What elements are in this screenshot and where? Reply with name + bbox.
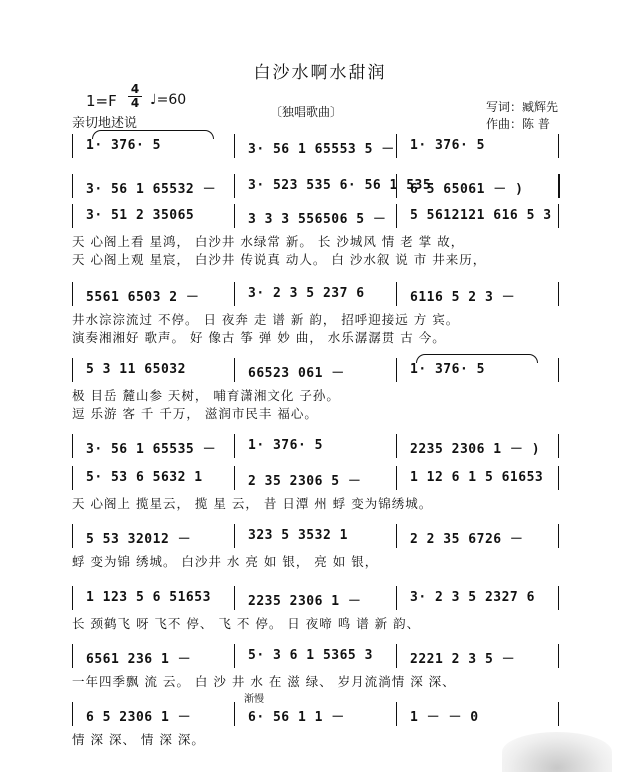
barline: [234, 174, 235, 198]
measure: 2235 2306 1 －: [248, 594, 362, 609]
key-signature: 1=F: [86, 92, 117, 110]
measure: 1 123 5 6 51653: [86, 590, 211, 605]
barline: [72, 134, 73, 158]
lyric-line: 一年四季飘 流 云。 白 沙 井 水 在 滋 绿、 岁月流淌情 深 深、: [72, 674, 456, 689]
barline: [558, 644, 559, 668]
score-system: [72, 590, 572, 610]
barline: [396, 702, 397, 726]
measure: 1· 376· 5: [410, 138, 485, 153]
score-system: [72, 648, 572, 668]
lyric-line: 蜉 变为锦 绣城。 白沙井 水 亮 如 银， 亮 如 银，: [72, 554, 379, 569]
composer-credit: 作曲：陈 普: [486, 117, 550, 131]
barline: [558, 702, 559, 726]
measure: 1 － － 0: [410, 710, 479, 725]
lyric-line: 天 心阁上看 星鸿， 白沙井 水绿常 新。 长 沙城风 情 老 掌 故，: [72, 234, 465, 249]
barline: [72, 702, 73, 726]
barline: [72, 466, 73, 490]
measure: 2 35 2306 5 －: [248, 474, 362, 489]
barline: [396, 134, 397, 158]
score-system: [72, 528, 572, 548]
barline: [72, 434, 73, 458]
decorative-image-corner: [502, 732, 612, 772]
lyric-line: 天 心阁上 揽星云， 揽 星 云， 昔 日潭 州 蜉 变为锦绣城。: [72, 496, 433, 511]
measure: 5 3 11 65032: [86, 362, 186, 377]
ritardando-marking: 渐慢: [244, 694, 264, 705]
measure: 2 2 35 6726 －: [410, 532, 524, 547]
barline: [72, 358, 73, 382]
lyric-line: 逗 乐游 客 千 千万， 滋润市民丰 福心。: [72, 406, 318, 421]
score-system: [72, 438, 572, 458]
barline: [72, 586, 73, 610]
barline: [234, 434, 235, 458]
score-system: [72, 362, 572, 382]
barline: [558, 466, 559, 490]
barline: [234, 524, 235, 548]
measure: 5· 53 6 5632 1: [86, 470, 203, 485]
barline: [558, 524, 559, 548]
measure: 5· 3 6 1 5365 3: [248, 648, 373, 663]
barline: [396, 434, 397, 458]
measure: 6 5 65061 － ): [410, 182, 524, 197]
barline: [558, 586, 559, 610]
barline: [396, 466, 397, 490]
measure: 3· 56 1 65535 －: [86, 442, 217, 457]
barline: [72, 204, 73, 228]
barline: [234, 358, 235, 382]
score-system: [72, 138, 572, 158]
slur-mark: [416, 354, 538, 363]
barline: [234, 282, 235, 306]
measure: 6· 56 1 1 －: [248, 710, 345, 725]
score-system: [72, 470, 572, 490]
measure: 3· 51 2 35065: [86, 208, 195, 223]
measure: 5 5612121 616 5 3: [410, 208, 552, 223]
barline: [558, 204, 559, 228]
barline: [396, 204, 397, 228]
score-system: [72, 178, 572, 198]
measure: 3 3 3 556506 5 －: [248, 212, 387, 227]
score-system: [72, 706, 572, 726]
score-system: [72, 208, 572, 228]
barline: [558, 434, 559, 458]
barline: [396, 644, 397, 668]
barline: [234, 644, 235, 668]
barline: [234, 586, 235, 610]
barline: [72, 282, 73, 306]
barline: [396, 524, 397, 548]
barline: [234, 204, 235, 228]
measure: 3· 523 535 6· 56 1 535: [248, 178, 432, 193]
measure: 5561 6503 2 －: [86, 290, 200, 305]
barline: [558, 174, 560, 198]
measure: 1· 376· 5: [86, 138, 161, 153]
barline: [558, 282, 559, 306]
lyric-line: 演奏湘湘好 歌声。 好 像古 筝 弹 妙 曲， 水乐潺潺贯 古 今。: [72, 330, 446, 345]
tempo-marking: ♩=60: [150, 92, 187, 108]
measure: 3· 56 1 65532 －: [86, 182, 217, 197]
measure: 6116 5 2 3 －: [410, 290, 516, 305]
barline: [72, 644, 73, 668]
lyric-line: 井水淙淙流过 不停。 日 夜奔 走 谱 新 韵， 招呼迎接远 方 宾。: [72, 312, 460, 327]
barline: [396, 586, 397, 610]
barline: [234, 702, 235, 726]
measure: 5 53 32012 －: [86, 532, 192, 547]
measure: 1 12 6 1 5 61653: [410, 470, 544, 485]
barline: [234, 134, 235, 158]
measure: 1· 376· 5: [410, 362, 485, 377]
measure: 6561 236 1 －: [86, 652, 192, 667]
expression-marking: 亲切地述说: [72, 116, 138, 131]
measure: 3· 56 1 65553 5 －: [248, 142, 395, 157]
barline: [72, 174, 73, 198]
barline: [558, 134, 559, 158]
score-system: [72, 286, 572, 306]
measure: 66523 061 －: [248, 366, 345, 381]
barline: [396, 358, 397, 382]
measure: 323 5 3532 1: [248, 528, 348, 543]
lyric-line: 长 颈鹤飞 呀 飞不 停、 飞 不 停。 日 夜啼 鸣 谱 新 韵、: [72, 616, 421, 631]
measure: 3· 2 3 5 237 6: [248, 286, 365, 301]
measure: 2235 2306 1 － ): [410, 442, 541, 457]
barline: [72, 524, 73, 548]
measure: 3· 2 3 5 2327 6: [410, 590, 535, 605]
lyric-line: 极 目岳 麓山参 天树， 哺育潇湘文化 子孙。: [72, 388, 340, 403]
barline: [558, 358, 559, 382]
barline: [396, 282, 397, 306]
meter-top: 4: [130, 82, 140, 96]
measure: 1· 376· 5: [248, 438, 323, 453]
lyricist-credit: 写词：臧辉先: [486, 100, 559, 114]
time-signature: [128, 83, 142, 110]
slur-mark: [92, 130, 214, 139]
barline: [234, 466, 235, 490]
genre-label: 〔独唱歌曲〕: [270, 105, 343, 119]
measure: 6 5 2306 1 －: [86, 710, 192, 725]
meter-bottom: 4: [130, 96, 140, 110]
song-title: 白沙水啊水甜润: [253, 63, 387, 83]
lyric-line: 天 心阁上观 星宸， 白沙井 传说真 动人。 白 沙水叙 说 市 井来历，: [72, 252, 487, 267]
measure: 2221 2 3 5 －: [410, 652, 516, 667]
lyric-line: 情 深 深、 情 深 深。: [72, 732, 205, 747]
